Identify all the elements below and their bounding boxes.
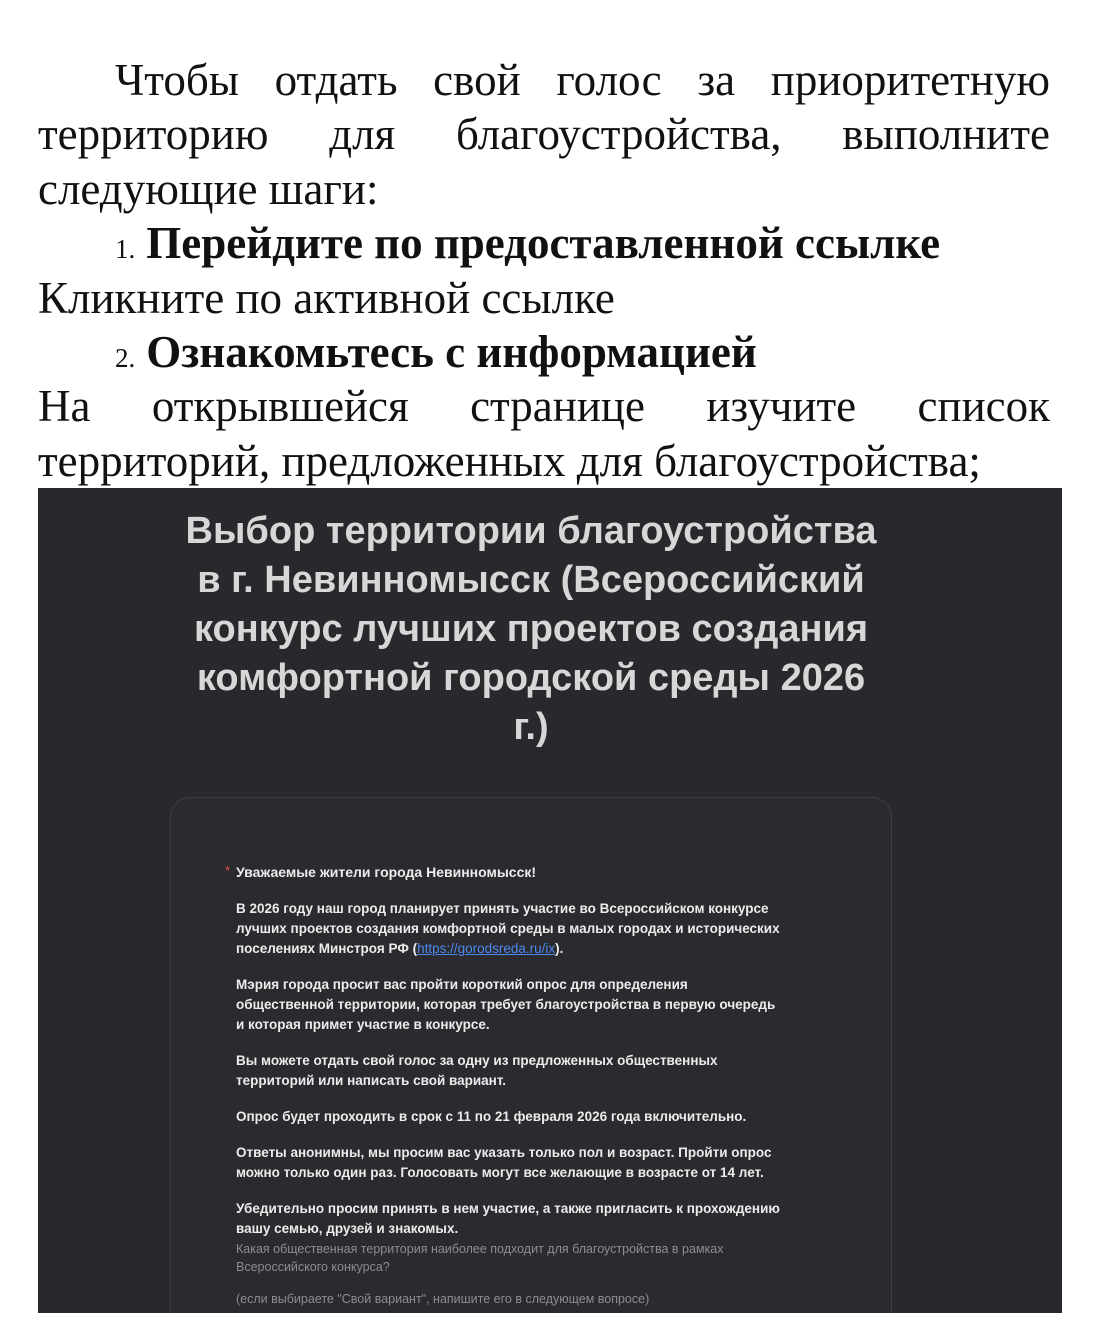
step-1-description: Кликните по активной ссылке — [38, 272, 615, 323]
question-line: Какая общественная территория наиболее подходит для благоустройства в рамках — [236, 1242, 724, 1256]
paragraph-line: вашу семью, друзей и знакомых. — [236, 1221, 459, 1236]
step-2-description: На открывшейся странице изучите список — [38, 381, 1050, 432]
paragraph-text: поселениях Минстроя РФ ( — [236, 941, 418, 956]
paragraph-line: общественной территории, которая требует благоустройства в первую очередь — [236, 997, 776, 1012]
survey-title-line: Выбор территории благоустройства — [185, 510, 877, 552]
paragraph-line: В 2026 году наш город планирует принять участие во Всероссийском конкурсе — [236, 901, 769, 916]
survey-title-line: г.) — [513, 706, 549, 748]
survey-description — [225, 862, 876, 1308]
paragraph-line — [236, 939, 876, 959]
paragraph-line: можно только один раз. Голосовать могут все желающие в возрасте от 14 лет. — [236, 1165, 764, 1180]
paragraph-line: Опрос будет проходить в срок с 11 по 21 февраля 2026 года включительно. — [236, 1109, 747, 1124]
intro-line: Чтобы отдать свой голос за приоритетную — [115, 55, 1050, 105]
intro-line: территорию для благоустройства, выполните — [38, 109, 1050, 160]
paragraph-line: Вы можете отдать свой голос за одну из предложенных общественных — [236, 1053, 718, 1068]
survey-screenshot — [38, 488, 1062, 1313]
survey-question — [236, 1240, 876, 1276]
paragraph-line: территорий или написать свой вариант. — [236, 1073, 507, 1088]
paragraph-text: ). — [555, 941, 564, 956]
gorodsreda-link[interactable]: https://gorodsreda.ru/ix — [417, 941, 556, 956]
step-title: Перейдите по предоставленной ссылке — [146, 218, 941, 269]
survey-question-card — [170, 797, 892, 1313]
question-hint: (если выбираете "Свой вариант", напишите его в следующем вопросе) — [236, 1292, 650, 1306]
step-1-heading — [38, 216, 1050, 270]
paragraph-line: лучших проектов создания комфортной среды в малых городах и исторических — [236, 921, 780, 936]
paragraph-line: Ответы анонимны, мы просим вас указать только пол и возраст. Пройти опрос — [236, 1145, 772, 1160]
survey-paragraph — [236, 1199, 876, 1239]
step-number: 1. — [115, 234, 136, 265]
required-marker: * — [225, 863, 231, 878]
survey-paragraph — [236, 1107, 876, 1127]
survey-title-line: в г. Невинномысск (Всероссийский — [197, 559, 865, 601]
survey-paragraph — [236, 1143, 876, 1183]
step-title: Ознакомьтесь с информацией — [146, 326, 757, 377]
step-2-description: территорий, предложенных для благоустройства; — [38, 435, 981, 486]
step-2-heading — [38, 325, 1050, 379]
step-number: 2. — [115, 342, 136, 373]
survey-paragraph — [236, 899, 876, 959]
survey-title-line: комфортной городской среды 2026 — [196, 657, 866, 699]
survey-paragraph — [236, 1051, 876, 1091]
survey-paragraph — [236, 975, 876, 1035]
survey-title — [131, 507, 931, 752]
paragraph-line: и которая примет участие в конкурсе. — [236, 1017, 490, 1032]
paragraph-line: Мэрия города просит вас пройти короткий опрос для определения — [236, 977, 688, 992]
paragraph-line: Убедительно просим принять в нем участие, а также пригласить к прохождению — [236, 1201, 780, 1216]
instruction-text — [38, 53, 1050, 488]
survey-title-line: конкурс лучших проектов создания — [193, 608, 869, 650]
intro-line: следующие шаги: — [38, 163, 379, 214]
question-line: Всероссийского конкурса? — [236, 1260, 390, 1274]
survey-greeting: Уважаемые жители города Невинномысск! — [236, 864, 537, 880]
